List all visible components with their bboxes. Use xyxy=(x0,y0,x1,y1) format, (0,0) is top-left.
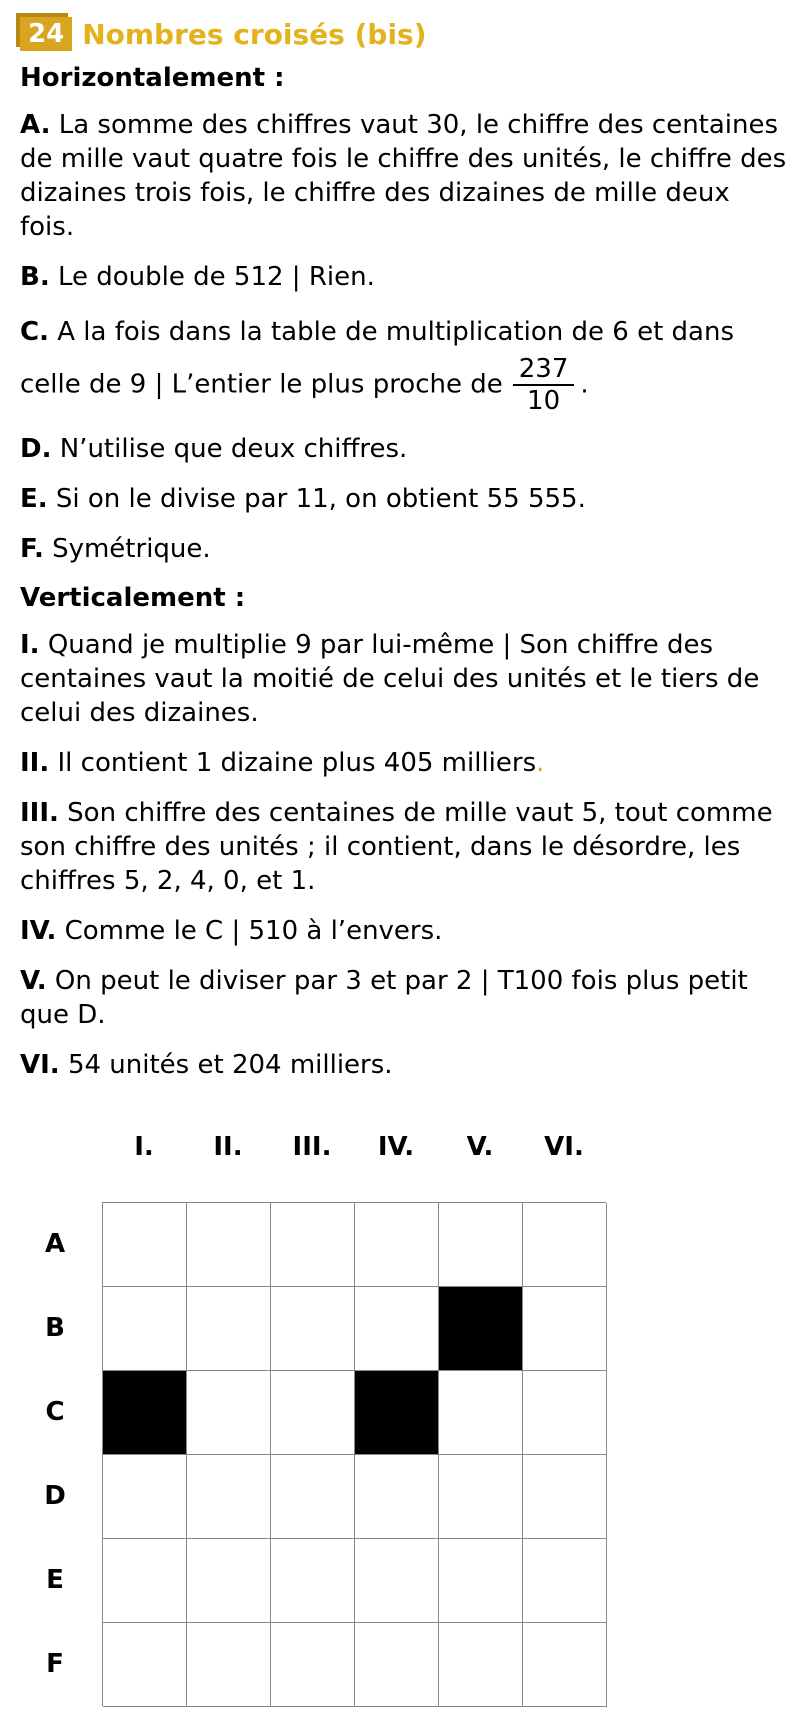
clues-content xyxy=(20,62,790,1098)
grid-cell[interactable] xyxy=(439,1203,523,1287)
grid-cell[interactable] xyxy=(187,1203,271,1287)
clue-i xyxy=(20,628,790,730)
grid-cell[interactable] xyxy=(187,1623,271,1707)
clue-a xyxy=(20,108,790,244)
clue-vi xyxy=(20,1048,790,1082)
grid-cell[interactable] xyxy=(187,1455,271,1539)
clue-letter: C. xyxy=(20,317,49,347)
clue-text: A la fois dans la table de multiplication de 6 et dans celle de 9 | L’entier le plus proche de xyxy=(20,317,735,400)
grid-cell[interactable] xyxy=(523,1539,607,1623)
grid-cell[interactable] xyxy=(355,1623,439,1707)
row-label: A xyxy=(44,1229,66,1259)
grid-cell[interactable] xyxy=(271,1623,355,1707)
clue-text: Il contient 1 dizaine plus 405 milliers xyxy=(57,748,537,778)
grid-cell-black xyxy=(103,1371,187,1455)
grid-cell[interactable] xyxy=(439,1455,523,1539)
clue-d xyxy=(20,432,790,466)
grid-cell[interactable] xyxy=(271,1371,355,1455)
clue-letter: IV. xyxy=(20,916,57,946)
grid-cell[interactable] xyxy=(271,1539,355,1623)
column-label: VI. xyxy=(544,1132,584,1162)
clue-letter: V. xyxy=(20,966,47,996)
row-label: D xyxy=(44,1481,66,1511)
grid-cell[interactable] xyxy=(271,1203,355,1287)
grid-cell[interactable] xyxy=(523,1455,607,1539)
fraction-denominator: 10 xyxy=(527,386,561,416)
row-label: B xyxy=(45,1313,65,1343)
grid-cell[interactable] xyxy=(103,1539,187,1623)
grid-cell[interactable] xyxy=(187,1539,271,1623)
exercise-header xyxy=(20,12,427,56)
clue-text: Son chiffre des centaines de mille vaut 5, tout comme son chiffre des unités ; il contient, dans le désordre, les chiffres 5, 2, 4, 0, et 1. xyxy=(20,798,773,896)
grid-cell[interactable] xyxy=(523,1203,607,1287)
grid-cell[interactable] xyxy=(355,1203,439,1287)
row-label: C xyxy=(45,1397,65,1427)
clue-text: La somme des chiffres vaut 30, le chiffre des centaines de mille vaut quatre fois le chiffre des unités, le chiffre des dizaines trois fois, le chiffre des dizaines de mille deux fois. xyxy=(20,110,787,242)
clue-text: Symétrique. xyxy=(52,534,211,564)
grid-cell[interactable] xyxy=(187,1287,271,1371)
clue-text: Quand je multiplie 9 par lui-même | Son chiffre des centaines vaut la moitié de celui des unités et le tiers de celui des dizaines. xyxy=(20,630,760,728)
column-label: II. xyxy=(213,1132,243,1162)
grid-cell-black xyxy=(355,1371,439,1455)
grid-cell[interactable] xyxy=(187,1371,271,1455)
clue-letter: E. xyxy=(20,484,48,514)
clue-text: N’utilise que deux chiffres. xyxy=(59,434,408,464)
column-label: I. xyxy=(134,1132,154,1162)
clue-letter: B. xyxy=(20,262,50,292)
clue-end-dot: . xyxy=(536,748,545,778)
grid-cell[interactable] xyxy=(523,1371,607,1455)
clue-text: On peut le diviser par 3 et par 2 | T100 fois plus petit que D. xyxy=(20,966,748,1030)
grid-cell[interactable] xyxy=(355,1539,439,1623)
grid-cell[interactable] xyxy=(103,1455,187,1539)
grid-cell[interactable] xyxy=(439,1539,523,1623)
clue-end-dot: . xyxy=(580,369,589,400)
vertical-heading: Verticalement : xyxy=(20,583,246,613)
clue-text: Le double de 512 | Rien. xyxy=(57,262,375,292)
clue-text: Comme le C | 510 à l’envers. xyxy=(64,916,443,946)
clue-ii xyxy=(20,746,790,780)
grid-cell-black xyxy=(439,1287,523,1371)
grid-cell[interactable] xyxy=(523,1287,607,1371)
exercise-number-badge: 24 xyxy=(20,17,72,51)
clue-v xyxy=(20,964,790,1032)
clue-text: Si on le divise par 11, on obtient 55 555. xyxy=(55,484,586,514)
clue-letter: I. xyxy=(20,630,40,660)
crossword-grid xyxy=(102,1202,606,1706)
grid-cell[interactable] xyxy=(439,1371,523,1455)
clue-letter: VI. xyxy=(20,1050,60,1080)
clue-iii xyxy=(20,796,790,898)
clue-f xyxy=(20,532,790,566)
grid-cell[interactable] xyxy=(271,1287,355,1371)
crossword-area xyxy=(0,1130,803,1713)
grid-cell[interactable] xyxy=(103,1287,187,1371)
grid-cell[interactable] xyxy=(355,1287,439,1371)
fraction xyxy=(513,354,575,416)
clue-iv xyxy=(20,914,790,948)
grid-cell[interactable] xyxy=(271,1455,355,1539)
column-label: III. xyxy=(292,1132,332,1162)
clue-letter: II. xyxy=(20,748,50,778)
clue-e xyxy=(20,482,790,516)
exercise-title: Nombres croisés (bis) xyxy=(82,17,427,51)
column-label: V. xyxy=(466,1132,494,1162)
row-label: E xyxy=(46,1565,64,1595)
clue-letter: F. xyxy=(20,534,44,564)
clue-text: 54 unités et 204 milliers. xyxy=(67,1050,393,1080)
row-label: F xyxy=(46,1649,64,1679)
grid-cell[interactable] xyxy=(523,1623,607,1707)
clue-letter: D. xyxy=(20,434,52,464)
horizontal-heading: Horizontalement : xyxy=(20,63,285,93)
clue-c xyxy=(20,310,790,416)
grid-cell[interactable] xyxy=(103,1623,187,1707)
column-label: IV. xyxy=(377,1132,415,1162)
fraction-numerator: 237 xyxy=(513,354,575,386)
clue-letter: A. xyxy=(20,110,51,140)
grid-cell[interactable] xyxy=(439,1623,523,1707)
grid-cell[interactable] xyxy=(103,1203,187,1287)
clue-letter: III. xyxy=(20,798,59,828)
clue-b xyxy=(20,260,790,294)
grid-cell[interactable] xyxy=(355,1455,439,1539)
